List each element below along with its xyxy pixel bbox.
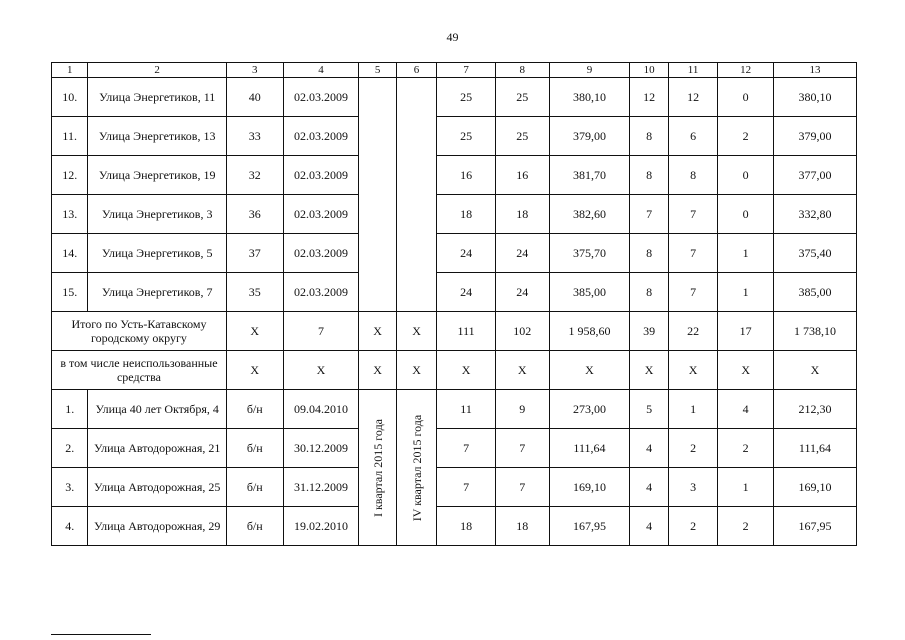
cell: 169,10 [549,468,630,507]
cell: 380,10 [773,78,856,117]
cell: 0 [718,78,774,117]
cell: 9 [495,390,549,429]
date-cell: 02.03.2009 [283,117,359,156]
cell: 18 [495,507,549,546]
cell: 379,00 [773,117,856,156]
table-row [52,117,857,156]
cell: 385,00 [773,273,856,312]
cell: X [396,351,436,390]
merged-cell-col6 [396,78,436,312]
row-number: 13. [52,195,88,234]
cell: 2 [718,117,774,156]
row-number: 11. [52,117,88,156]
cell: 111,64 [549,429,630,468]
cell: X [437,351,496,390]
cell: 7 [630,195,668,234]
cell: б/н [226,507,283,546]
cell: 377,00 [773,156,856,195]
cell: X [226,312,283,351]
cell: 32 [226,156,283,195]
cell: 4 [630,468,668,507]
cell: X [283,351,359,390]
date-cell: 02.03.2009 [283,195,359,234]
cell: 7 [283,312,359,351]
cell: 18 [437,195,496,234]
cell: 35 [226,273,283,312]
table-row [52,468,857,507]
row-number: 10. [52,78,88,117]
cell: 12 [668,78,718,117]
column-header: 1 [52,63,88,78]
cell: 36 [226,195,283,234]
column-header: 8 [495,63,549,78]
cell: 6 [668,117,718,156]
date-cell: 02.03.2009 [283,234,359,273]
cell: X [359,351,396,390]
cell: 17 [718,312,774,351]
cell: 7 [668,273,718,312]
cell: 7 [437,429,496,468]
column-header: 4 [283,63,359,78]
merged-cell-col5 [359,78,396,312]
cell: 2 [668,507,718,546]
row-number: 2. [52,429,88,468]
cell: 375,70 [549,234,630,273]
cell: 7 [437,468,496,507]
row-number: 1. [52,390,88,429]
table-row [52,390,857,429]
column-header: 6 [396,63,436,78]
date-cell: 02.03.2009 [283,156,359,195]
cell: 1 [718,468,774,507]
cell: 0 [718,195,774,234]
row-number: 3. [52,468,88,507]
cell: 39 [630,312,668,351]
cell: 22 [668,312,718,351]
cell: 24 [437,273,496,312]
date-cell: 19.02.2010 [283,507,359,546]
cell: 1 738,10 [773,312,856,351]
cell: 5 [630,390,668,429]
cell: б/н [226,429,283,468]
address-cell: Улица Энергетиков, 19 [88,156,227,195]
cell: 25 [495,78,549,117]
cell: 16 [437,156,496,195]
column-header: 3 [226,63,283,78]
cell: 102 [495,312,549,351]
cell: 18 [437,507,496,546]
table-row [52,195,857,234]
cell: 12 [630,78,668,117]
address-cell: Улица Автодорожная, 25 [88,468,227,507]
cell: 380,10 [549,78,630,117]
date-cell: 31.12.2009 [283,468,359,507]
date-cell: 09.04.2010 [283,390,359,429]
cell: 167,95 [773,507,856,546]
cell: 111 [437,312,496,351]
column-header: 11 [668,63,718,78]
cell: 25 [437,117,496,156]
period-cell-col5 [359,390,396,546]
cell: 111,64 [773,429,856,468]
date-cell: 02.03.2009 [283,273,359,312]
address-cell: Улица Автодорожная, 29 [88,507,227,546]
period-end-text: IV квартал 2015 года [409,414,424,521]
table-row [52,78,857,117]
table-row [52,273,857,312]
cell: 212,30 [773,390,856,429]
cell: 25 [437,78,496,117]
cell: 8 [630,234,668,273]
cell: 7 [495,468,549,507]
total-label: Итого по Усть-Катавскому городскому округу [52,312,227,351]
cell: 7 [668,195,718,234]
cell: 375,40 [773,234,856,273]
cell: 16 [495,156,549,195]
cell: 4 [630,507,668,546]
cell: 4 [718,390,774,429]
date-cell: 02.03.2009 [283,78,359,117]
cell: 2 [718,429,774,468]
cell: 8 [668,156,718,195]
cell: 381,70 [549,156,630,195]
total-row [52,312,857,351]
row-number: 14. [52,234,88,273]
column-header: 13 [773,63,856,78]
cell: X [718,351,774,390]
cell: 1 [718,273,774,312]
table-row [52,429,857,468]
page-number: 49 [446,30,459,44]
address-cell: Улица Энергетиков, 3 [88,195,227,234]
column-header: 9 [549,63,630,78]
cell: X [668,351,718,390]
cell: 8 [630,117,668,156]
cell: 379,00 [549,117,630,156]
cell: X [226,351,283,390]
cell: 1 [668,390,718,429]
cell: б/н [226,468,283,507]
table-row [52,156,857,195]
cell: 167,95 [549,507,630,546]
column-header: 12 [718,63,774,78]
cell: 24 [437,234,496,273]
cell: 1 [718,234,774,273]
header-row [52,63,857,78]
cell: 11 [437,390,496,429]
cell: 24 [495,234,549,273]
address-cell: Улица Энергетиков, 7 [88,273,227,312]
column-header: 10 [630,63,668,78]
cell: 37 [226,234,283,273]
cell: X [773,351,856,390]
cell: 169,10 [773,468,856,507]
cell: 332,80 [773,195,856,234]
cell: 25 [495,117,549,156]
cell: 7 [495,429,549,468]
cell: X [396,312,436,351]
address-cell: Улица 40 лет Октября, 4 [88,390,227,429]
cell: 1 958,60 [549,312,630,351]
address-cell: Улица Энергетиков, 5 [88,234,227,273]
address-cell: Улица Автодорожная, 21 [88,429,227,468]
cell: б/н [226,390,283,429]
cell: 385,00 [549,273,630,312]
unused-funds-label: в том числе неиспользованные средства [52,351,227,390]
address-cell: Улица Энергетиков, 11 [88,78,227,117]
table-row [52,507,857,546]
unused-funds-row [52,351,857,390]
cell: X [359,312,396,351]
cell: 7 [668,234,718,273]
cell: 4 [630,429,668,468]
data-table [51,62,857,546]
table-row [52,234,857,273]
cell: 2 [718,507,774,546]
cell: 3 [668,468,718,507]
period-cell-col6 [396,390,436,546]
column-header: 7 [437,63,496,78]
cell: 382,60 [549,195,630,234]
cell: 2 [668,429,718,468]
cell: 24 [495,273,549,312]
period-start-text: I квартал 2015 года [370,418,385,517]
cell: X [549,351,630,390]
cell: X [630,351,668,390]
address-cell: Улица Энергетиков, 13 [88,117,227,156]
footnote-divider [51,634,151,635]
date-cell: 30.12.2009 [283,429,359,468]
row-number: 15. [52,273,88,312]
cell: 8 [630,273,668,312]
column-header: 2 [88,63,227,78]
cell: X [495,351,549,390]
cell: 8 [630,156,668,195]
column-header: 5 [359,63,396,78]
cell: 18 [495,195,549,234]
row-number: 4. [52,507,88,546]
row-number: 12. [52,156,88,195]
cell: 273,00 [549,390,630,429]
cell: 40 [226,78,283,117]
cell: 0 [718,156,774,195]
cell: 33 [226,117,283,156]
